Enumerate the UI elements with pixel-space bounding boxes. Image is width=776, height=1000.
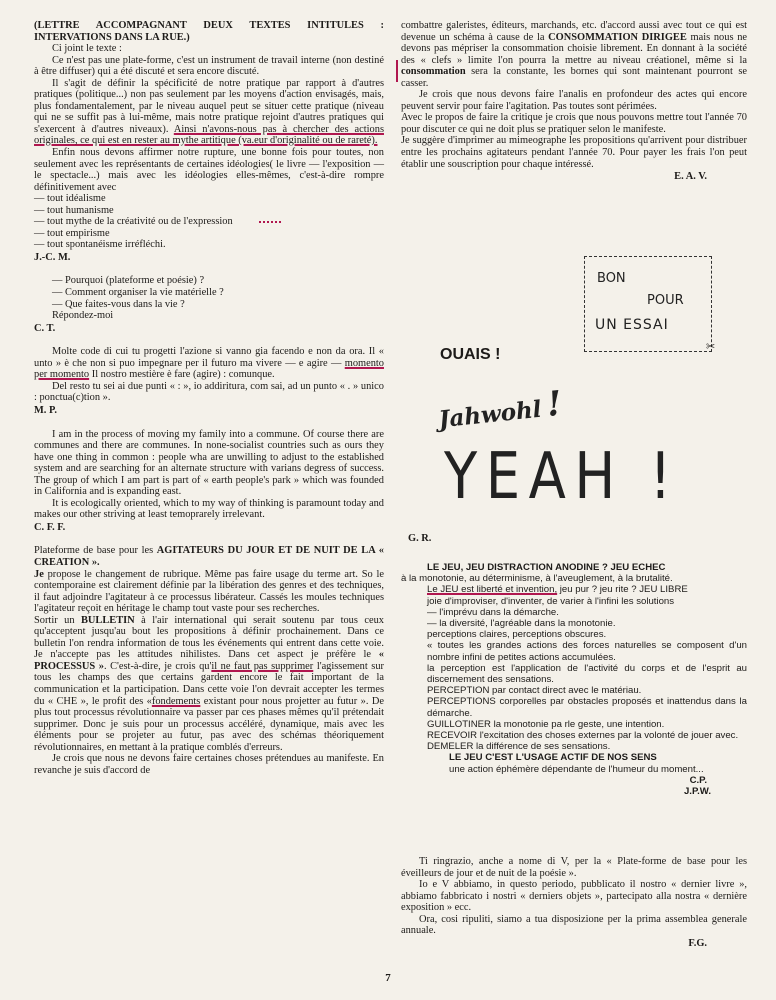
signature: C. F. F.: [34, 521, 66, 533]
jeu-line: PERCEPTIONS corporelles par obstacles proposés et inattendus dans la démarche.: [427, 696, 747, 719]
jeu-line: la perception est l'application de l'activité du corps et de l'esprit au discernement des sensations.: [427, 662, 747, 686]
paragraph: Ora, cosi ripuliti, siamo a tua disposizione per la prima assemblea generale annuale.: [401, 913, 747, 937]
paragraph: Sortir un BULLETIN à l'air international qui serait soutenu par tous ceux qu'acceptent jusqu'au bout les propositions à définir prochainement. Dans ce bulletin l'on rendra information de tous les événements qui entrent dans cette voie. Je n'accepte pas les attitudes nihilistes. Dans cet aspect je préfère le « PROCESSUS ». C'est-à-dire, je crois qu'il ne faut pas supprimer l'agissement sur tous les champs des que certains gardent encore le fait important de la communication et la participation. Dans cette voie l'on devrait accepter les termes du « CHE », le profit des «fondements existant pour nous projetter au futur ». De plus tout processus révolutionnaire va passer par ces phases mêmes qu'il prétendait supprimer. Donc je suis pour un processus accéléré, dynamique, mais avec les éléments pour se projeter au futur, pas avec des schémas théoriquement révolutionnaires, en mettant à la pratique comblés d'erreurs.: [34, 614, 384, 753]
spacer: [34, 266, 384, 275]
underlined-text: Le JEU est liberté et invention,: [427, 584, 558, 596]
paragraph: It is ecologically oriented, which to my way of thinking is paramount today and makes our other striving at least temoprarely irrelevant.: [34, 497, 384, 521]
paragraph: Ce n'est pas une plate-forme, c'est un instrument de travail interne (non destiné à être diffuser) qui a été discuté et sera encore discuté.: [34, 54, 384, 78]
list-item: — tout spontanéisme irréfléchi.: [34, 239, 166, 251]
signature: C. T.: [34, 322, 56, 334]
signature: J.-C. M.: [34, 251, 71, 263]
paragraph: Del resto tu sei ai due punti « : », io addiritura, com sai, ad un punto « . » unico : ponctua(c)tion ».: [34, 380, 384, 404]
red-margin-mark: [396, 60, 398, 82]
stamp-text: BON: [597, 271, 626, 286]
paragraph: Molte code di cui tu progetti l'azione si vanno gia facendo e non da ora. Il « unto » è che non si puo impegnare per il futuro ma vivere — e agire — momento per momento Il nostro mestière è fare (agire) : comunque.: [34, 346, 384, 381]
list-item: — tout empirisme: [34, 227, 110, 239]
spacer: [34, 536, 384, 545]
paragraph: Io e V abbiamo, in questo periodo, pubblicato il nostro « dernier livre », abbiamo fabbricato i nostri « derniers objets », partecipato alla nostra « dernière exposition » ecc.: [401, 879, 747, 914]
paragraph: Je suggère d'imprimer au mimeographe les propositions qu'arrivent pour distribuer entre les prochains agitateurs pendant l'année 70. Pour payer les frais l'on peut établir une souscription pour chaque intéressé.: [401, 135, 747, 170]
scissors-icon: ✂: [706, 341, 716, 353]
question: — Comment organiser la vie matérielle ?: [52, 287, 224, 299]
underlined-text: fondements: [151, 695, 201, 707]
jeu-line: GUILLOTINER la monotonie pa rle geste, une intention.: [427, 718, 665, 730]
italian-letter: [401, 856, 747, 952]
jeu-line: Le JEU est liberté et invention, jeu pur ? jeu rite ? JEU LIBRE: [427, 584, 688, 596]
jeu-title: LE JEU, JEU DISTRACTION ANODINE ? JEU ECHEC: [427, 562, 666, 573]
jeu-line: une action éphémère dépendante de l'humeur du moment...: [449, 763, 704, 775]
handwritten-jahwohl: Jahwohl!: [437, 383, 564, 434]
signature: E. A. V.: [674, 171, 707, 183]
jeu-line: — l'imprévu dans la démarche.: [427, 606, 559, 618]
jeu-line: RECEVOIR l'excitation des choses externes par la volonté de jouer avec.: [427, 730, 739, 742]
underlined-text: Ainsi n'avons-nous pas à chercher des actions originales, ce qui est en rester au mythe artitique (va.eur d'originalité ou de rareté).: [34, 123, 384, 147]
jeu-section: [401, 562, 747, 797]
question: — Que faites-vous dans la vie ?: [52, 298, 185, 310]
question: — Pourquoi (plateforme et poésie) ?: [52, 275, 205, 287]
spacer: [34, 337, 384, 346]
paragraph: Avec le propos de faire la critique je crois que nous pouvons mettre tout l'année 70 pour discuter ce qui ne doit plus se pratiquer selon le manifeste.: [401, 112, 747, 135]
jeu-line: à la monotonie, au déterminisme, à l'aveuglement, à la brutalité.: [401, 573, 673, 585]
jeu-line: LE JEU C'EST L'USAGE ACTIF DE NOS SENS: [449, 752, 657, 764]
signature: J.P.W.: [683, 786, 711, 798]
page-number: 7: [385, 972, 391, 984]
jeu-line: joie d'improviser, d'inventer, de varier à l'infini les solutions: [427, 595, 675, 607]
signature: F.G.: [688, 937, 707, 949]
paragraph: combattre galeristes, éditeurs, marchands, etc. d'accord aussi avec tout ce qui est devenue un schéma à cause de la CONSOMMATION DIRIGEE mais nous ne devons pas mépriser la consommation choisie librement. En donnant à la société des « clefs » limite l'on pourra la mettre au niveau créationel, même si la consommation sera la constante, les bornes qui sont maintenant pourront se casser.: [401, 20, 748, 89]
handwritten-yeah: YEAH !: [444, 440, 680, 514]
paragraph: Enfin nous devons affirmer notre rupture, une bonne fois pour toutes, non seulement avec les représentants de certaines idéologies( le livre — l'exposition — le spectacle...) mais avec les idéologies elles-mêmes, c'est-à-dire rompre définitivement avec: [34, 147, 384, 193]
section-heading: Plateforme de base pour les AGITATEURS DU JOUR ET DE NUIT DE LA « CREATION ».: [34, 545, 384, 568]
signature: C.P.: [689, 774, 707, 786]
stamp-text: POUR: [647, 293, 684, 308]
stamp-text: UN ESSAI: [595, 317, 669, 333]
paragraph: Je crois que nous devons faire l'analis en profondeur des actes qui encore peuvent servir pour faire l'agitation. Pas toutes sont périmées.: [401, 89, 747, 112]
jeu-line: « toutes les grandes actions des forces naturelles se composent d'un nombre infini de petites actions accumulées.: [427, 640, 747, 663]
paragraph: Je propose le changement de rubrique. Même pas faire usage du terme art. So le contemporaine est clairement définie par la libération des genres et des techniques, il faut adjoindre l'agitateur à ce processus libérateur. Cassés les moules techniques l'agitateur reçoit en héritage le champ tout vaste pour ses recherches.: [34, 568, 384, 615]
right-column: [401, 20, 747, 186]
spacer: [34, 420, 384, 429]
jeu-line: perceptions claires, perceptions obscures.: [427, 629, 607, 641]
exclamation-ouais: OUAIS !: [440, 346, 501, 363]
list-item: — tout idéalisme: [34, 193, 106, 205]
list-item: — tout mythe de la créativité ou de l'expression: [34, 216, 384, 228]
letter-heading: (LETTRE ACCOMPAGNANT DEUX TEXTES INTITULES : INTERVATIONS DANS LA RUE.): [34, 20, 384, 43]
red-dotted-mark: [259, 221, 281, 223]
handwritten-stamp: [584, 256, 712, 352]
signature: M. P.: [34, 404, 57, 416]
jeu-line: — la diversité, l'agréable dans la monotonie.: [427, 618, 616, 630]
paragraph: Je crois que nous ne devons faire certaines choses prétendues au manifeste. En revanche je suis d'accord de: [34, 753, 384, 776]
signature: G. R.: [408, 533, 432, 544]
question: Répondez-moi: [52, 310, 114, 322]
rupture-list: [34, 193, 384, 251]
paragraph: Ti ringrazio, anche a nome di V, per la « Plate-forme de base pour les éveilleurs de jour et de nuit de la poésie ».: [401, 856, 747, 879]
intro-line: Ci joint le texte :: [52, 43, 122, 55]
paragraph: I am in the process of moving my family into a commune. Of course there are communes and there are communes. In none-socialist countries such as ours they have one thing in common : people wha are unwilling to adjust to the established system and are searching for an alternate structure with varians degress of success. The group of which I am part is part of « earth people's park » which was founded in California and is expanding east.: [34, 428, 384, 498]
jeu-line: PERCEPTION par contact direct avec le matériau.: [427, 685, 642, 697]
left-column: [34, 20, 384, 776]
paragraph: Il s'agit de définir la spécificité de notre pratique par rapport à d'autres pratiques (politique...) non pas seulement par les moyens d'action envisagés, mais, plus fondamentalement, par le niveau auquel peut se situer cette pratique (niveau qui ne se suffit pas à lui-même, mais notre pratique rejoint d'autres pratiques qui s'exercent à d'autres niveaux). Ainsi n'avons-nous pas à chercher des actions originales, ce qui est en rester au mythe artitique (va.eur d'originalité ou de rareté).: [34, 77, 384, 147]
list-item: — tout humanisme: [34, 204, 114, 216]
jeu-line: DEMELER la différence de ses sensations.: [427, 741, 611, 753]
underlined-text: momento per momento: [34, 357, 384, 381]
underlined-text: il ne faut pas supprimer: [211, 660, 314, 672]
